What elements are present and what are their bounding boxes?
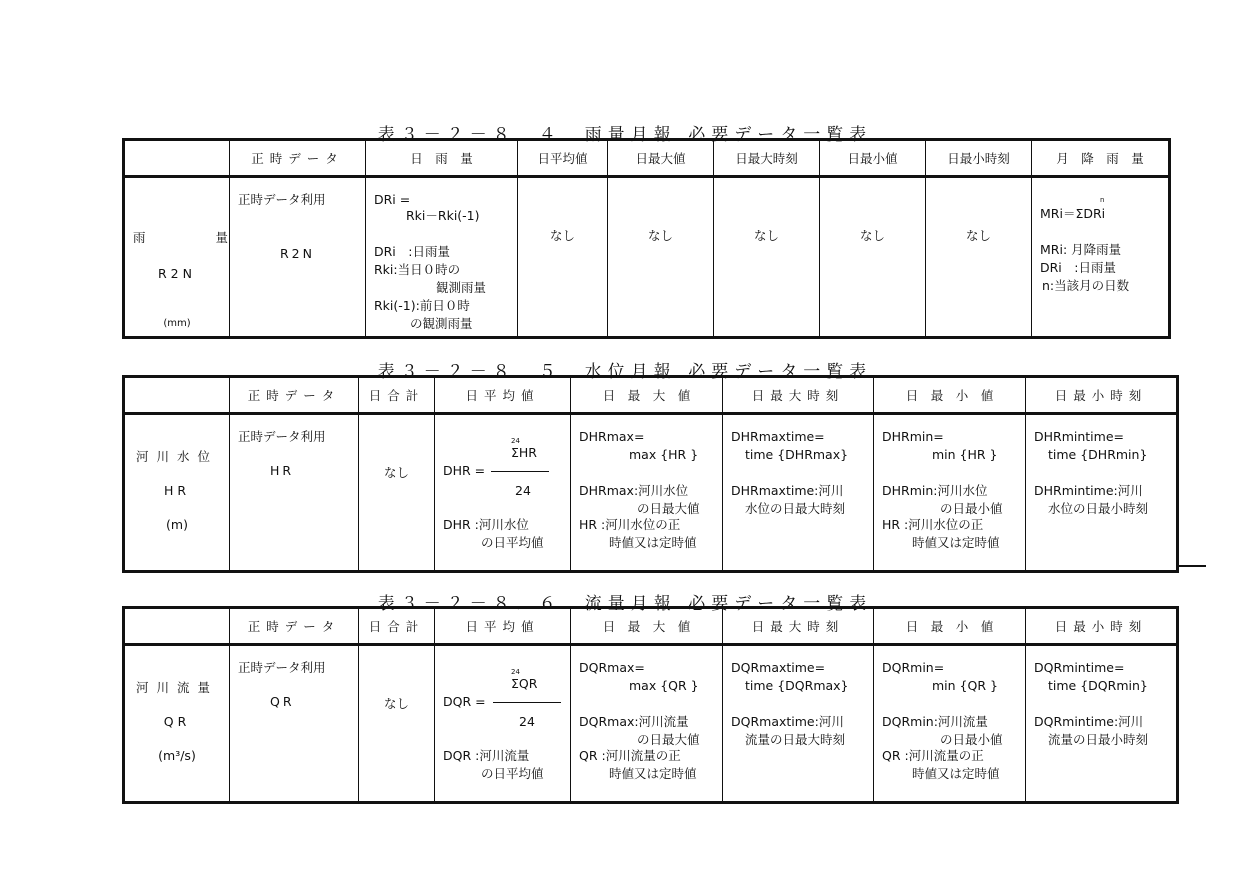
none-text: なし [647,228,673,243]
formula-text: 24 [515,483,531,498]
row-label-name: 河川流量 [135,680,218,695]
row-label-code: QR [163,714,191,729]
formula-text: min {HR } [932,447,998,462]
header-cell: 日 最 大 値 [571,377,723,414]
header-cell: 日最小時刻 [926,140,1032,177]
formula-text: min {QR } [932,678,998,693]
table3-title: 表３－２－８．６ 流量月報 必要データ一覧表 [377,594,873,614]
header-cell: 正時データ [230,377,359,414]
formula-text: HR :河川水位の正 [579,517,681,532]
formula-text: DHRmax:河川水位 [579,483,689,498]
row-label-code: HR [163,483,191,498]
header-cell: 日平均値 [435,377,571,414]
formula-text: ΣQR [511,676,538,691]
water-level-table [122,375,1179,573]
formula-text: max {QR } [629,678,699,693]
header-cell: 正時データ [230,608,359,645]
formula-text: DQRmaxtime:河川 [731,714,844,729]
formula-text: DQRmintime:河川 [1034,714,1144,729]
formula-text: time {DQRmax} [745,678,849,693]
none-text: なし [753,228,779,243]
formula-text: DHR = [443,463,486,478]
formula-text: 時値又は定時値 [609,766,697,781]
header-cell: 月 降 雨 量 [1032,140,1170,177]
header-cell: 日 雨 量 [366,140,518,177]
none-text: なし [859,228,885,243]
formula-text: QR :河川流量の正 [579,748,681,763]
row-label-unit: (m³/s) [158,748,196,763]
formula-text: DHR :河川水位 [443,517,529,532]
header-cell: 日合計 [359,608,435,645]
formula-text: 水位の日最大時刻 [745,501,846,516]
table2-title: 表３－２－８．５ 水位月報 必要データ一覧表 [377,362,873,382]
header-cell: 日最小値 [820,140,926,177]
row-label-code: R2N [158,266,196,281]
row-label-unit: (mm) [163,318,191,329]
formula-text: time {DHRmin} [1048,447,1148,462]
table1-title: 表３－２－８．４ 雨量月報 必要データ一覧表 [377,125,873,145]
header-cell: 日合計 [359,377,435,414]
none-text: なし [383,696,409,711]
row-label-name: 河川水位 [135,449,218,464]
formula-text: DQR :河川流量 [443,748,530,763]
formula-text: MRi: 月降雨量 [1040,242,1122,257]
fraction-bar [493,702,561,703]
formula-superscript: 24 [511,668,520,676]
formula-text: time {DQRmin} [1048,678,1148,693]
formula-text: DHRmin:河川水位 [882,483,988,498]
formula-text: DHRmaxtime:河川 [731,483,844,498]
header-cell: 日最小時刻 [1026,377,1178,414]
formula-text: 24 [519,714,535,729]
formula-text: ΣHR [511,445,537,460]
formula-text: DHRmintime:河川 [1034,483,1143,498]
header-cell: 日 最 小 値 [874,377,1026,414]
formula-text: DQRmin= [882,660,945,675]
header-cell: 日最小時刻 [1026,608,1178,645]
header-cell: 日最大値 [608,140,714,177]
fraction-bar [491,471,549,472]
formula-text: DQR = [443,694,486,709]
formula-text: の日最大値 [637,501,700,516]
formula-text: DRi :日雨量 [1040,260,1116,275]
header-cell: 日最大時刻 [714,140,820,177]
formula-text: 流量の日最大時刻 [745,732,846,747]
table-header-row [124,377,1178,414]
header-cell: 日最大時刻 [723,377,874,414]
cell-text: HR [270,463,295,478]
formula-text: の日最大値 [637,732,700,747]
formula-text: time {DHRmax} [745,447,849,462]
none-text: なし [965,228,991,243]
table-row [124,645,1178,803]
formula-text: の日平均値 [481,766,544,781]
formula-superscript: n [1100,196,1105,204]
formula-text: DRi = [374,192,411,207]
header-cell: 日最大時刻 [723,608,874,645]
formula-text: 流量の日最小時刻 [1048,732,1149,747]
formula-text: の観測雨量 [410,316,473,331]
cell-text: R2N [280,246,315,261]
formula-text: 時値又は定時値 [912,535,1000,550]
formula-superscript: 24 [511,437,520,445]
table-row [124,414,1178,572]
formula-text: DRi :日雨量 [374,244,450,259]
formula-text: の日平均値 [481,535,544,550]
none-text: なし [383,465,409,480]
row-label-name: 雨 量 [133,230,233,245]
formula-text: DHRmintime= [1034,429,1124,444]
formula-text: 水位の日最小時刻 [1048,501,1149,516]
formula-text: 観測雨量 [436,280,487,295]
rainfall-table [122,138,1171,339]
header-cell: 日平均値 [518,140,608,177]
formula-text: n:当該月の日数 [1042,278,1130,293]
formula-text: DHRmax= [579,429,645,444]
header-cell [124,608,230,645]
formula-text: Rki:当日０時の [374,262,461,277]
cell-text: 正時データ利用 [238,660,326,675]
formula-text: QR :河川流量の正 [882,748,984,763]
formula-text: Rki(-1):前日０時 [374,298,470,313]
formula-text: DQRmin:河川流量 [882,714,988,729]
formula-text: max {HR } [629,447,699,462]
formula-text: HR :河川水位の正 [882,517,984,532]
formula-text: DQRmaxtime= [731,660,826,675]
header-cell: 日 最 小 値 [874,608,1026,645]
formula-text: の日最小値 [940,501,1003,516]
table-header-row [124,608,1178,645]
formula-text: DQRmintime= [1034,660,1125,675]
table-row [124,177,1170,338]
divider-line [1176,565,1206,567]
row-label-unit: (m) [166,517,188,532]
cell-text: 正時データ利用 [238,429,326,444]
formula-text: の日最小値 [940,732,1003,747]
header-cell: 日平均値 [435,608,571,645]
header-cell [124,140,230,177]
cell-text: 正時データ利用 [238,192,326,207]
header-cell: 正時データ [230,140,366,177]
formula-text: Rki－Rki(-1) [406,208,480,223]
formula-text: MRi＝ΣDRi [1040,206,1106,221]
formula-text: DHRmaxtime= [731,429,825,444]
formula-text: 時値又は定時値 [609,535,697,550]
table-header-row [124,140,1170,177]
header-cell [124,377,230,414]
formula-text: DQRmax:河川流量 [579,714,689,729]
header-cell: 日 最 大 値 [571,608,723,645]
formula-text: 時値又は定時値 [912,766,1000,781]
flow-rate-table [122,606,1179,804]
formula-text: DHRmin= [882,429,944,444]
none-text: なし [549,228,575,243]
cell-text: QR [270,694,295,709]
formula-text: DQRmax= [579,660,645,675]
